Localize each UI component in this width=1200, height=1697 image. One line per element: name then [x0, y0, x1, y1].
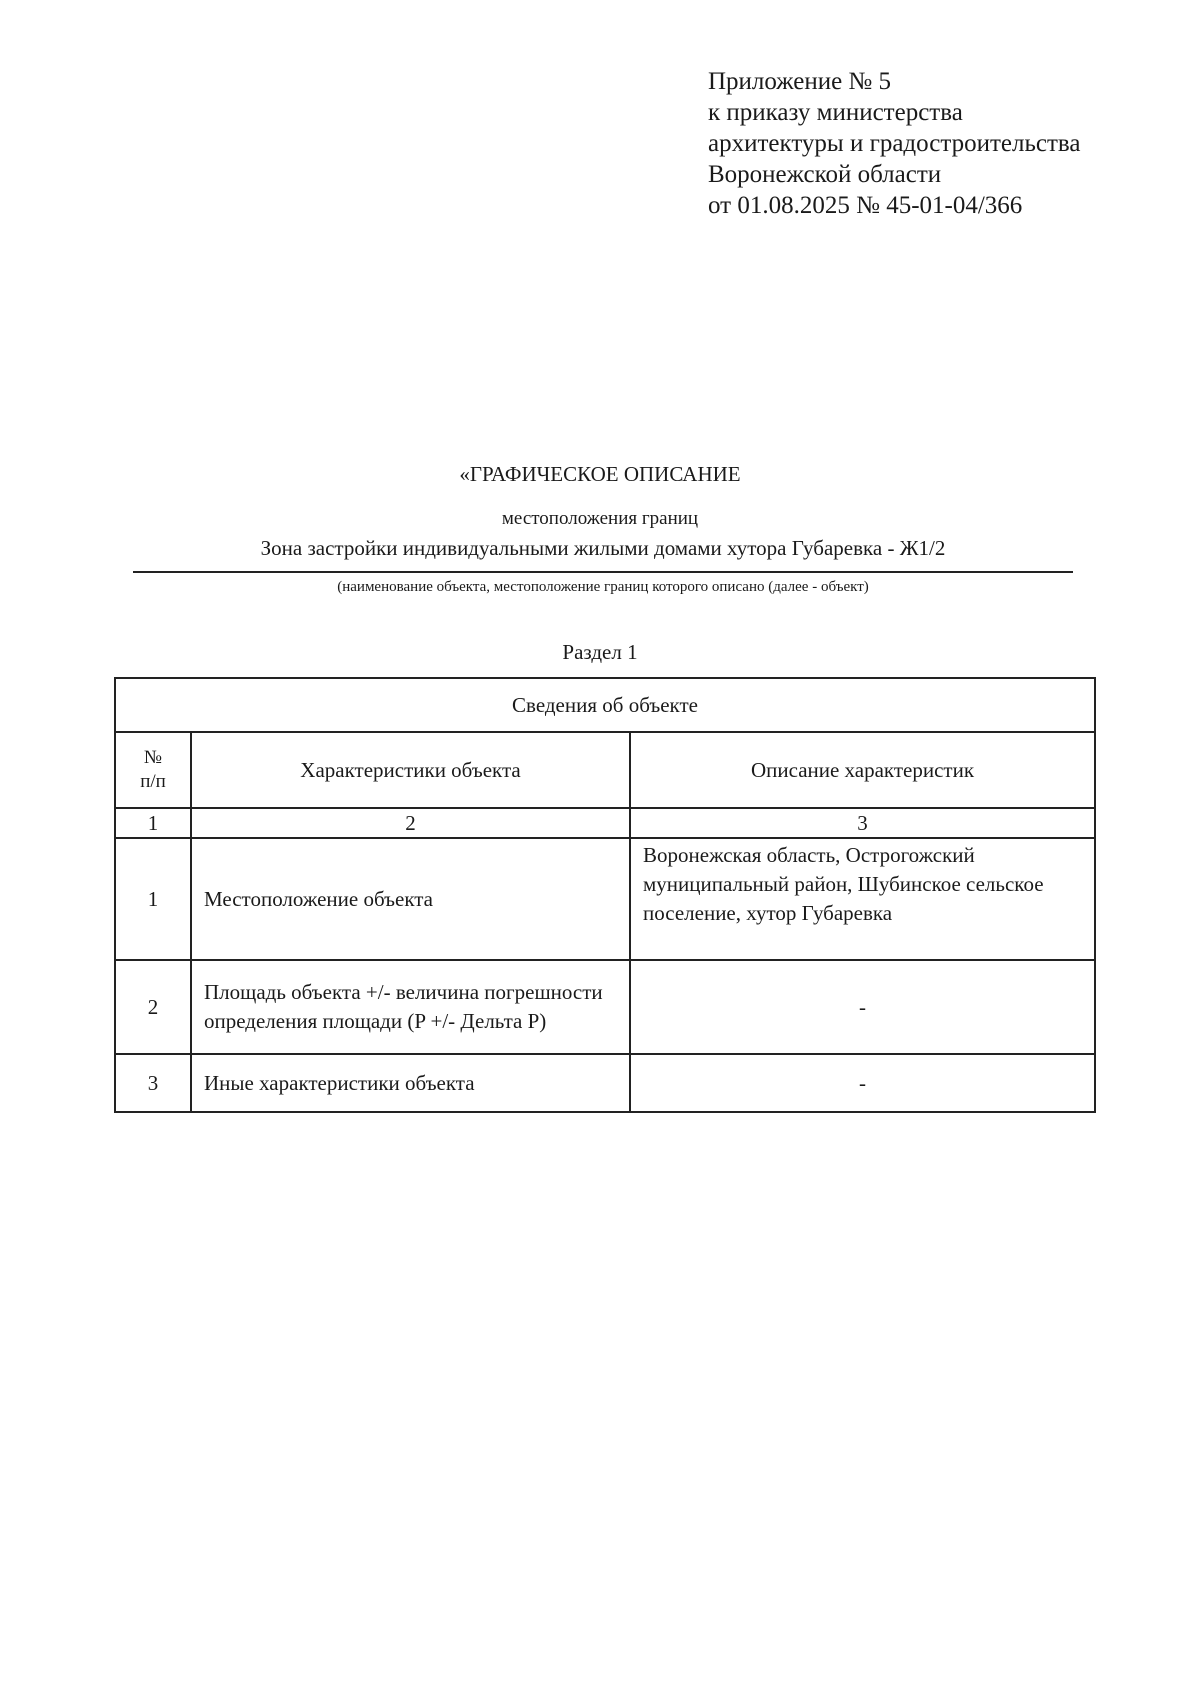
header-num-abbrev: п/п: [140, 771, 166, 792]
header-num: [115, 732, 191, 808]
row-characteristic: Местоположение объекта: [191, 838, 630, 960]
row-description: Воронежская область, Острогожский муниципальный район, Шубинское сельское поселение, хутор Губаревка: [630, 838, 1095, 960]
row-characteristic: Площадь объекта +/- величина погрешности определения площади (P +/- Дельта P): [191, 960, 630, 1054]
header-description: Описание характеристик: [630, 732, 1095, 808]
object-name-caption: (наименование объекта, местоположение границ которого описано (далее - объект): [337, 579, 869, 595]
appendix-line: Воронежской области: [708, 161, 942, 188]
row-description: -: [630, 960, 1095, 1054]
appendix-header: [708, 66, 1080, 221]
document-title: «ГРАФИЧЕСКОЕ ОПИСАНИЕ: [459, 462, 741, 486]
column-index: 2: [191, 808, 630, 838]
table-row: [115, 838, 1095, 960]
section-heading: Раздел 1: [562, 640, 638, 664]
table-row: [115, 960, 1095, 1054]
table-row: [115, 1054, 1095, 1112]
row-num: 2: [115, 960, 191, 1054]
object-info-table: [114, 677, 1096, 1113]
row-num: 3: [115, 1054, 191, 1112]
header-num-symbol: №: [143, 747, 163, 768]
row-characteristic: Иные характеристики объекта: [191, 1054, 630, 1112]
row-description: -: [630, 1054, 1095, 1112]
header-characteristics: Характеристики объекта: [191, 732, 630, 808]
appendix-line: архитектуры и градостроительства: [708, 130, 1081, 157]
row-num: 1: [115, 838, 191, 960]
appendix-line: Приложение № 5: [708, 68, 892, 95]
column-index: 3: [630, 808, 1095, 838]
column-index-row: [115, 808, 1095, 838]
column-index: 1: [115, 808, 191, 838]
table-title-row: [115, 678, 1095, 732]
document-subtitle: местоположения границ: [501, 508, 699, 529]
appendix-order-date: от 01.08.2025 № 45-01-04/366: [708, 192, 1023, 219]
object-name: Зона застройки индивидуальными жилыми домами хутора Губаревка - Ж1/2: [133, 536, 1073, 573]
table-title: Сведения об объекте: [115, 678, 1095, 732]
appendix-line: к приказу министерства: [708, 99, 963, 126]
table-header-row: [115, 732, 1095, 808]
